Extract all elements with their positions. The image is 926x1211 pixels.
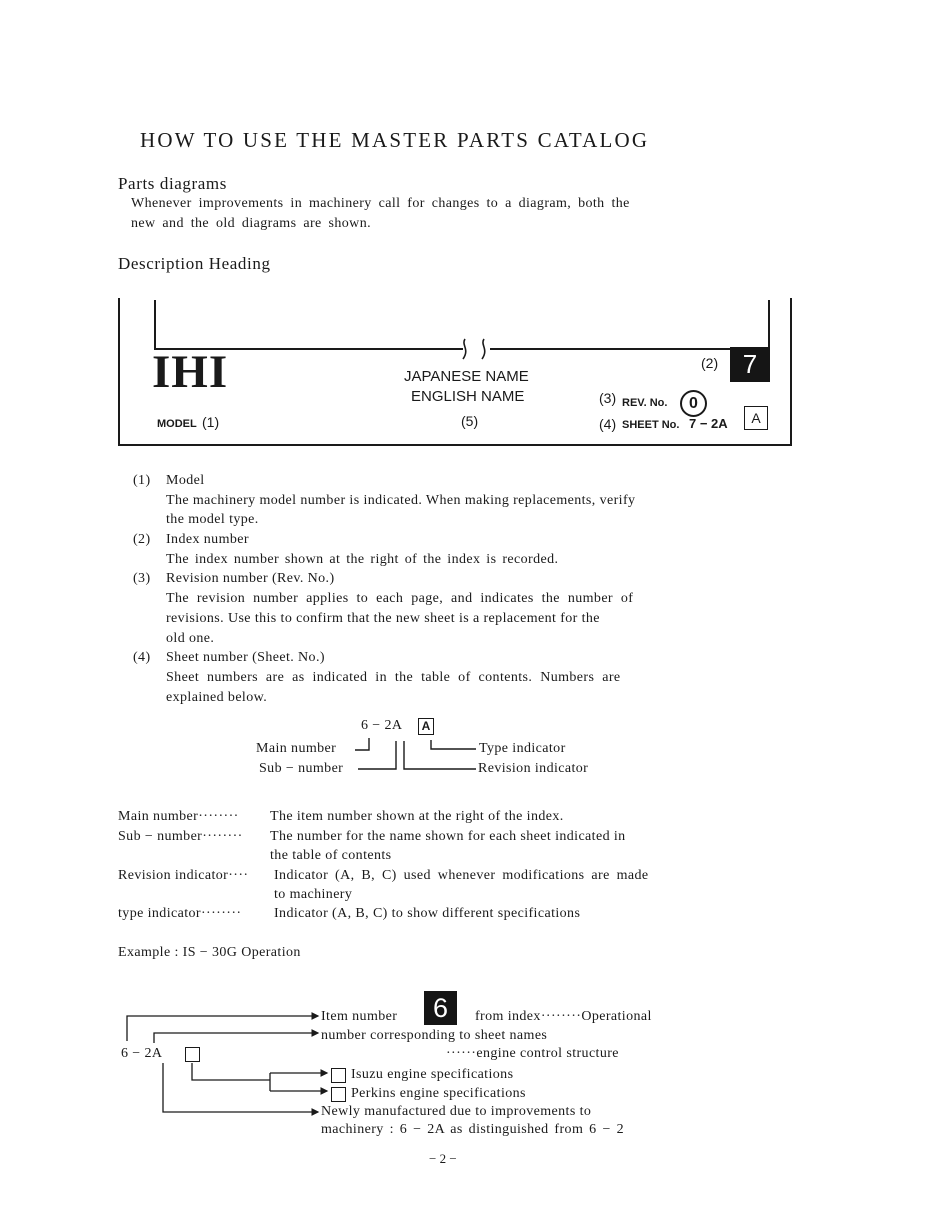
definition-desc: to machinery — [274, 887, 353, 902]
item-line: The revision number applies to each page, and indicates the number of — [166, 591, 634, 606]
sub-number-label: Sub − number — [259, 761, 344, 776]
type-value-box: A — [744, 406, 768, 430]
isuzu-label: Isuzu engine specifications — [351, 1067, 514, 1082]
definition-desc: the table of contents — [270, 848, 392, 863]
parts-diagrams-line-2: new and the old diagrams are shown. — [131, 216, 371, 231]
definition-term: Sub − number········ — [118, 829, 243, 844]
item-number: (4) — [133, 650, 151, 665]
item-line: The machinery model number is indicated. When making replacements, verify — [166, 493, 636, 508]
item-title: Sheet number (Sheet. No.) — [166, 650, 325, 665]
model-label: MODEL — [157, 418, 197, 430]
break-mark-icon — [458, 336, 494, 362]
frame-bottom — [118, 444, 792, 446]
ihi-logo: IHI — [152, 346, 229, 398]
sheet-code: 6 − 2A — [361, 718, 403, 733]
english-name: ENGLISH NAME — [411, 388, 525, 405]
newly-line-1: Newly manufactured due to improvements to — [321, 1104, 592, 1119]
page-title: HOW TO USE THE MASTER PARTS CATALOG — [140, 128, 650, 152]
item-line: the model type. — [166, 512, 259, 527]
example-label: Example : IS − 30G Operation — [118, 945, 301, 960]
item-title: Revision number (Rev. No.) — [166, 571, 335, 586]
main-number-label: Main number — [256, 741, 337, 756]
frame-right — [790, 298, 792, 446]
rev-label: REV. No. — [622, 397, 668, 409]
parts-diagrams-heading: Parts diagrams — [118, 174, 227, 193]
type-indicator-label: Type indicator — [479, 741, 566, 756]
sheet-value: 7 − 2A — [689, 416, 728, 431]
item-line: old one. — [166, 631, 215, 646]
definition-term: type indicator········ — [118, 906, 242, 921]
type-box: A — [418, 718, 434, 735]
definition-desc: The item number shown at the right of the index. — [270, 809, 564, 824]
definition-desc: Indicator (A, B, C) to show different specifications — [274, 906, 581, 921]
item-line: revisions. Use this to confirm that the new sheet is a replacement for the — [166, 611, 600, 626]
item-line: The index number shown at the right of the index is recorded. — [166, 552, 559, 567]
index-num: (2) — [701, 355, 719, 371]
from-index-label: from index········Operational — [475, 1009, 652, 1024]
frame-left — [118, 298, 120, 446]
name-num: (5) — [461, 413, 479, 429]
definition-term: Main number········ — [118, 809, 239, 824]
item-number-label: Item number — [321, 1009, 398, 1024]
sheet-num: (4) — [599, 416, 617, 432]
item-number: (3) — [133, 571, 151, 586]
newly-line-2: machinery : 6 − 2A as distinguished from 6 − 2 — [321, 1122, 625, 1137]
item-number: (2) — [133, 532, 151, 547]
revision-indicator-label: Revision indicator — [478, 761, 589, 776]
description-heading: Description Heading — [118, 254, 271, 273]
inner-top-right — [490, 348, 770, 350]
rev-value-circle: 0 — [680, 390, 707, 417]
item-number: (1) — [133, 473, 151, 488]
inner-left — [154, 300, 156, 350]
item-line: Sheet numbers are as indicated in the table of contents. Numbers are — [166, 670, 621, 685]
parts-diagrams-line-1: Whenever improvements in machinery call for changes to a diagram, both the — [131, 196, 630, 211]
item-title: Model — [166, 473, 205, 488]
page-number: − 2 − — [429, 1151, 457, 1166]
inner-right — [768, 300, 770, 352]
number-corresponding-label: number corresponding to sheet names — [321, 1028, 548, 1043]
item-title: Index number — [166, 532, 249, 547]
definition-desc: The number for the name shown for each sheet indicated in — [270, 829, 626, 844]
japanese-name: JAPANESE NAME — [404, 368, 529, 385]
connector-lines — [340, 735, 480, 775]
example-index-box: 6 — [424, 991, 457, 1025]
index-value-box: 7 — [730, 347, 770, 382]
sheet-label: SHEET No. — [622, 419, 680, 431]
model-num: (1) — [202, 414, 220, 430]
perkins-label: Perkins engine specifications — [351, 1086, 526, 1101]
definition-desc: Indicator (A, B, C) used whenever modifications are made — [274, 868, 649, 883]
definition-term: Revision indicator···· — [118, 868, 249, 883]
engine-control-label: ······engine control structure — [446, 1046, 619, 1061]
example-connector-lines — [110, 1005, 340, 1120]
rev-num: (3) — [599, 390, 617, 406]
item-line: explained below. — [166, 690, 268, 705]
example-code: 6 − 2A — [121, 1046, 163, 1061]
